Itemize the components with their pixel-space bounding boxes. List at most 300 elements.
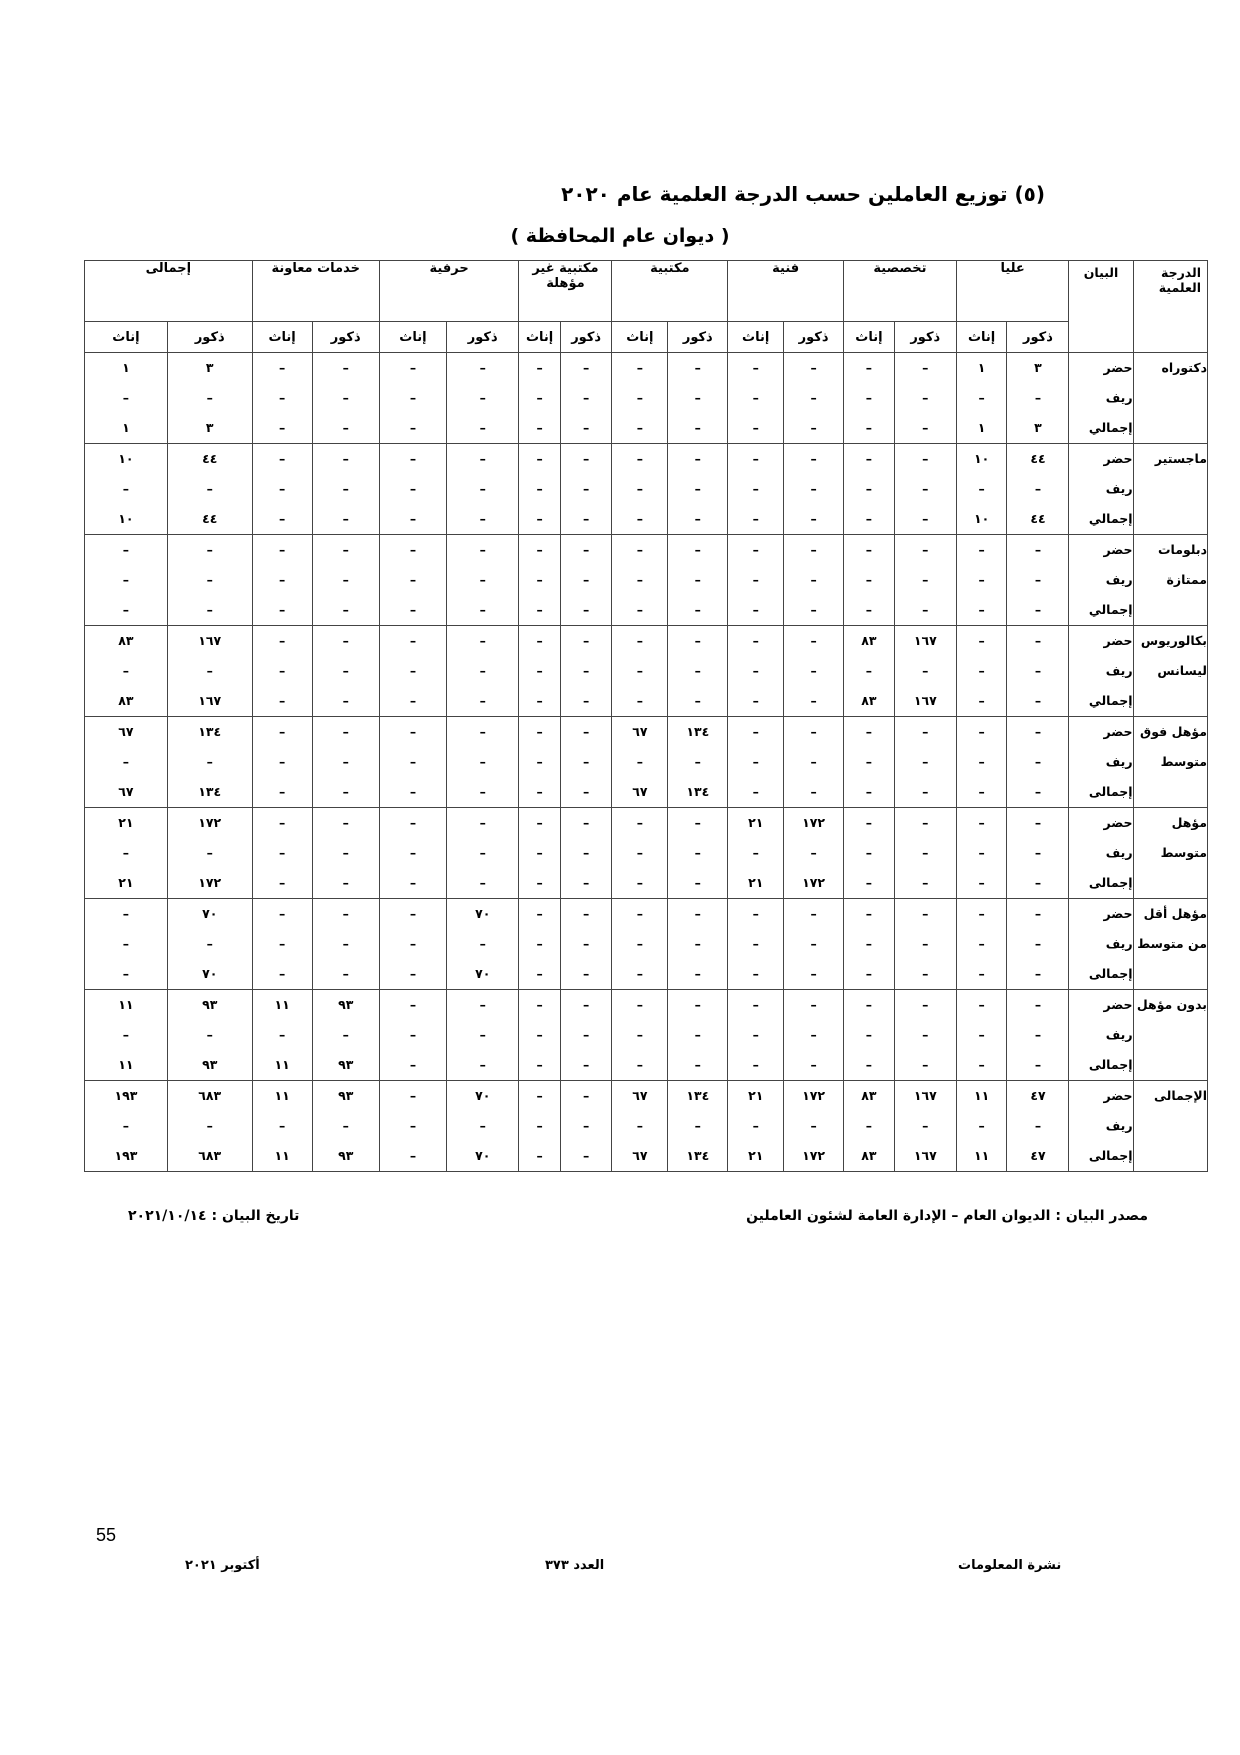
item-label: ريف: [1105, 572, 1133, 587]
cell-value: –: [206, 936, 213, 951]
cell-value: –: [479, 754, 486, 769]
cell-value: –: [636, 875, 644, 890]
item-labels: [1069, 626, 1133, 717]
value-cell: [519, 353, 560, 444]
value-cell: [560, 444, 612, 535]
value-cell: [668, 990, 728, 1081]
publication-name: نشرة المعلومات: [958, 1558, 1062, 1573]
cell-value: –: [583, 451, 590, 466]
data-source: مصدر البيان : الديوان العام – الإدارة العامة لشئون العاملين: [746, 1208, 1148, 1224]
value-cell: [956, 444, 1007, 535]
value-cell: [844, 990, 895, 1081]
cell-value: –: [409, 815, 417, 830]
cell-value: –: [810, 511, 817, 526]
cell-value: –: [279, 1027, 286, 1042]
cell-value: –: [409, 845, 417, 860]
value-cell: [85, 808, 168, 899]
cell-value: –: [342, 966, 349, 981]
cell-value: –: [752, 966, 759, 981]
value-cell: [956, 1081, 1007, 1172]
value-cell: [784, 1081, 844, 1172]
cell-value: ١١: [118, 997, 134, 1012]
item-label: حضر: [1103, 633, 1133, 648]
cell-value: ٤٧: [1030, 1148, 1046, 1163]
value-cell: [167, 717, 252, 808]
cell-value: –: [409, 1027, 417, 1042]
item-label: ريف: [1105, 663, 1133, 678]
cell-value: ١: [122, 420, 130, 435]
cell-value: –: [922, 542, 929, 557]
cell-value: –: [978, 602, 985, 617]
cell-value: ٦٧: [632, 784, 648, 799]
cell-value: –: [583, 633, 590, 648]
cell-value: –: [752, 390, 759, 405]
cell-value: –: [122, 966, 130, 981]
cell-value: –: [865, 663, 873, 678]
cell-value: –: [479, 1118, 486, 1133]
value-cell: [844, 444, 895, 535]
value-cell: [447, 353, 519, 444]
cell-value: –: [810, 1057, 817, 1072]
cell-value: –: [122, 906, 130, 921]
cell-value: –: [865, 602, 873, 617]
cell-value: ٧٠: [475, 966, 491, 981]
cell-value: –: [536, 815, 543, 830]
cell-value: –: [922, 875, 929, 890]
cell-value: –: [583, 754, 590, 769]
cell-value: –: [752, 936, 759, 951]
cell-value: ٩٣: [338, 1088, 354, 1103]
cell-value: –: [279, 875, 286, 890]
cell-value: –: [1034, 906, 1042, 921]
cell-value: –: [978, 875, 985, 890]
value-cell: [784, 899, 844, 990]
cell-value: –: [279, 966, 286, 981]
cell-value: –: [279, 724, 286, 739]
cell-value: ١٠: [973, 451, 990, 466]
cell-value: –: [922, 906, 929, 921]
cell-value: –: [409, 633, 417, 648]
cell-value: –: [342, 542, 349, 557]
cell-value: –: [978, 542, 985, 557]
cell-value: ٩٣: [202, 997, 218, 1012]
value-cell: [379, 899, 446, 990]
cell-value: –: [810, 390, 817, 405]
value-cell: [1007, 717, 1069, 808]
cell-value: –: [279, 1118, 286, 1133]
cell-value: ١٦٧: [913, 1148, 937, 1163]
cell-value: –: [279, 602, 286, 617]
cell-value: –: [694, 481, 701, 496]
cell-value: –: [922, 420, 929, 435]
item-label: حضر: [1103, 906, 1133, 921]
cell-value: –: [206, 572, 213, 587]
cell-value: –: [1034, 693, 1042, 708]
header-female: إناث: [612, 322, 668, 353]
cell-value: –: [810, 906, 817, 921]
value-cell: [167, 535, 252, 626]
cell-value: –: [752, 784, 759, 799]
cell-value: –: [409, 390, 417, 405]
cell-value: –: [536, 875, 543, 890]
header-group: خدمات معاونة: [252, 261, 379, 322]
value-cell: [844, 899, 895, 990]
cell-value: ٨٣: [861, 693, 877, 708]
cell-value: –: [694, 815, 701, 830]
cell-value: –: [122, 845, 130, 860]
header-male: ذكور: [1007, 322, 1069, 353]
value-cell: [312, 1081, 379, 1172]
value-cell: [1007, 1081, 1069, 1172]
cell-value: ١١: [274, 997, 290, 1012]
cell-value: –: [409, 906, 417, 921]
cell-value: –: [122, 572, 130, 587]
cell-value: ١٣٤: [686, 1148, 710, 1163]
value-cell: [612, 353, 668, 444]
cell-value: –: [122, 663, 130, 678]
value-cell: [1007, 808, 1069, 899]
value-cell: [560, 1081, 612, 1172]
value-cell: [894, 444, 956, 535]
cell-value: –: [479, 936, 486, 951]
cell-value: –: [279, 572, 286, 587]
cell-value: –: [694, 663, 701, 678]
value-cell: [1007, 990, 1069, 1081]
cell-value: –: [810, 481, 817, 496]
value-cell: [85, 353, 168, 444]
cell-value: –: [479, 1027, 486, 1042]
value-cell: [519, 535, 560, 626]
data-date: تاريخ البيان : ٢٠٢١/١٠/١٤: [128, 1208, 300, 1224]
value-cell: [519, 626, 560, 717]
cell-value: ٨٣: [861, 1088, 877, 1103]
value-cell: [894, 535, 956, 626]
value-cell: [784, 717, 844, 808]
header-female: إناث: [956, 322, 1007, 353]
value-cell: [312, 444, 379, 535]
item-labels: [1069, 717, 1133, 808]
value-cell: [447, 717, 519, 808]
cell-value: ١٠: [118, 451, 134, 466]
cell-value: ١٩٣: [114, 1088, 138, 1103]
item-label: ريف: [1105, 390, 1133, 405]
header-female: إناث: [728, 322, 784, 353]
page-number: 55: [96, 1525, 117, 1545]
value-cell: [85, 444, 168, 535]
cell-value: –: [536, 1027, 543, 1042]
cell-value: –: [810, 936, 817, 951]
cell-value: ٧٠: [475, 906, 491, 921]
cell-value: –: [694, 1027, 701, 1042]
degree-label: مؤهل فوق متوسط: [1133, 717, 1207, 808]
value-cell: [668, 535, 728, 626]
item-label: حضر: [1103, 542, 1133, 557]
distribution-table: [84, 260, 1208, 1172]
item-label: إجمالي: [1088, 602, 1133, 617]
cell-value: –: [1034, 602, 1042, 617]
cell-value: –: [536, 845, 543, 860]
cell-value: –: [694, 1057, 701, 1072]
cell-value: –: [752, 724, 759, 739]
cell-value: –: [583, 572, 590, 587]
cell-value: –: [536, 1057, 543, 1072]
cell-value: –: [922, 754, 929, 769]
cell-value: ١١: [274, 1148, 290, 1163]
cell-value: ٨٣: [118, 693, 134, 708]
cell-value: ٢١: [118, 815, 134, 830]
header-group: مكتبية غير مؤهلة: [519, 261, 612, 322]
cell-value: –: [122, 602, 130, 617]
cell-value: ٣: [205, 420, 214, 435]
cell-value: –: [409, 451, 417, 466]
cell-value: –: [978, 481, 985, 496]
value-cell: [956, 717, 1007, 808]
cell-value: –: [810, 724, 817, 739]
cell-value: –: [479, 724, 486, 739]
cell-value: –: [479, 451, 486, 466]
value-cell: [252, 626, 312, 717]
item-label: حضر: [1103, 451, 1133, 466]
cell-value: –: [279, 360, 286, 375]
item-label: ريف: [1105, 754, 1133, 769]
cell-value: –: [810, 784, 817, 799]
cell-value: –: [865, 360, 873, 375]
cell-value: –: [922, 1057, 929, 1072]
cell-value: ١٠: [973, 511, 990, 526]
cell-value: ٤٧: [1030, 1088, 1046, 1103]
cell-value: –: [342, 724, 349, 739]
cell-value: –: [865, 997, 873, 1012]
value-cell: [1007, 626, 1069, 717]
cell-value: –: [1034, 845, 1042, 860]
cell-value: –: [636, 693, 644, 708]
cell-value: –: [1034, 724, 1042, 739]
cell-value: –: [536, 602, 543, 617]
cell-value: ١٦٧: [913, 693, 937, 708]
cell-value: –: [479, 1057, 486, 1072]
value-cell: [312, 626, 379, 717]
value-cell: [728, 717, 784, 808]
cell-value: –: [978, 390, 985, 405]
cell-value: ١١: [274, 1088, 290, 1103]
cell-value: –: [583, 906, 590, 921]
cell-value: ٤٤: [202, 511, 218, 526]
cell-value: –: [536, 724, 543, 739]
cell-value: –: [865, 572, 873, 587]
cell-value: –: [810, 845, 817, 860]
issue-month: أكتوبر ٢٠٢١: [185, 1558, 260, 1573]
cell-value: ٦٧: [118, 724, 134, 739]
cell-value: –: [978, 1057, 985, 1072]
cell-value: –: [479, 542, 486, 557]
cell-value: –: [409, 784, 417, 799]
cell-value: ١: [977, 360, 986, 375]
cell-value: –: [122, 754, 130, 769]
value-cell: [560, 990, 612, 1081]
cell-value: –: [479, 693, 486, 708]
header-female: إناث: [519, 322, 560, 353]
cell-value: –: [694, 936, 701, 951]
cell-value: –: [1034, 784, 1042, 799]
value-cell: [379, 535, 446, 626]
cell-value: –: [865, 390, 873, 405]
cell-value: –: [636, 997, 644, 1012]
cell-value: –: [752, 693, 759, 708]
value-cell: [844, 717, 895, 808]
cell-value: –: [978, 693, 985, 708]
value-cell: [379, 990, 446, 1081]
cell-value: –: [1034, 542, 1042, 557]
cell-value: –: [922, 1027, 929, 1042]
cell-value: –: [583, 724, 590, 739]
cell-value: ٦٧: [632, 1148, 648, 1163]
cell-value: –: [922, 724, 929, 739]
cell-value: –: [479, 875, 486, 890]
cell-value: ٦٨٣: [198, 1148, 222, 1163]
item-label: ريف: [1105, 1118, 1133, 1133]
cell-value: ٧٠: [202, 906, 218, 921]
cell-value: –: [978, 997, 985, 1012]
header-female: إناث: [379, 322, 446, 353]
cell-value: –: [536, 663, 543, 678]
cell-value: –: [752, 754, 759, 769]
cell-value: –: [206, 845, 213, 860]
cell-value: ٧٠: [475, 1088, 491, 1103]
value-cell: [312, 808, 379, 899]
cell-value: –: [636, 663, 644, 678]
cell-value: –: [865, 542, 873, 557]
value-cell: [894, 626, 956, 717]
cell-value: –: [865, 936, 873, 951]
cell-value: –: [810, 1118, 817, 1133]
cell-value: –: [583, 542, 590, 557]
cell-value: –: [810, 602, 817, 617]
cell-value: –: [752, 511, 759, 526]
cell-value: –: [479, 784, 486, 799]
cell-value: –: [636, 754, 644, 769]
cell-value: –: [409, 1057, 417, 1072]
degree-label: مؤهل أقل من متوسط: [1133, 899, 1207, 990]
cell-value: –: [1034, 1057, 1042, 1072]
cell-value: –: [536, 936, 543, 951]
cell-value: –: [1034, 633, 1042, 648]
cell-value: –: [1034, 663, 1042, 678]
cell-value: –: [636, 1027, 644, 1042]
cell-value: –: [409, 602, 417, 617]
cell-value: –: [342, 481, 349, 496]
cell-value: ٧٠: [202, 966, 218, 981]
cell-value: –: [409, 693, 417, 708]
value-cell: [668, 899, 728, 990]
value-cell: [519, 899, 560, 990]
cell-value: –: [810, 572, 817, 587]
cell-value: –: [583, 875, 590, 890]
value-cell: [447, 535, 519, 626]
cell-value: –: [479, 633, 486, 648]
cell-value: –: [694, 875, 701, 890]
cell-value: –: [122, 542, 130, 557]
item-label: حضر: [1103, 815, 1133, 830]
cell-value: –: [752, 360, 759, 375]
cell-value: –: [810, 663, 817, 678]
cell-value: ٢١: [748, 1088, 764, 1103]
cell-value: –: [694, 906, 701, 921]
cell-value: ٢١: [748, 815, 764, 830]
cell-value: –: [865, 875, 873, 890]
cell-value: –: [978, 966, 985, 981]
cell-value: –: [636, 906, 644, 921]
cell-value: –: [342, 390, 349, 405]
cell-value: –: [583, 511, 590, 526]
value-cell: [167, 353, 252, 444]
cell-value: –: [865, 784, 873, 799]
cell-value: –: [865, 420, 873, 435]
value-cell: [519, 1081, 560, 1172]
cell-value: –: [479, 602, 486, 617]
value-cell: [312, 717, 379, 808]
cell-value: ١٧٢: [198, 815, 222, 830]
degree-label: دكتوراه: [1133, 353, 1207, 444]
cell-value: –: [122, 1118, 130, 1133]
value-cell: [519, 990, 560, 1081]
value-cell: [728, 535, 784, 626]
header-male: ذكور: [784, 322, 844, 353]
cell-value: –: [810, 420, 817, 435]
cell-value: ١٣٤: [686, 1088, 710, 1103]
cell-value: –: [1034, 815, 1042, 830]
cell-value: –: [409, 724, 417, 739]
header-group: تخصصية: [844, 261, 957, 322]
item-label: ريف: [1105, 845, 1133, 860]
value-cell: [167, 808, 252, 899]
value-cell: [668, 1081, 728, 1172]
cell-value: –: [1034, 966, 1042, 981]
cell-value: –: [536, 1088, 543, 1103]
degree-label: مؤهل متوسط: [1133, 808, 1207, 899]
cell-value: ٣: [1034, 420, 1042, 435]
value-cell: [1007, 535, 1069, 626]
cell-value: –: [922, 663, 929, 678]
cell-value: –: [694, 451, 701, 466]
value-cell: [956, 808, 1007, 899]
cell-value: –: [1034, 572, 1042, 587]
cell-value: ١٣٤: [198, 784, 222, 799]
value-cell: [894, 717, 956, 808]
value-cell: [519, 717, 560, 808]
cell-value: –: [479, 360, 486, 375]
cell-value: –: [279, 693, 286, 708]
value-cell: [728, 353, 784, 444]
value-cell: [560, 899, 612, 990]
cell-value: –: [479, 420, 486, 435]
cell-value: –: [583, 784, 590, 799]
cell-value: –: [279, 784, 286, 799]
cell-value: –: [752, 1057, 759, 1072]
cell-value: ٩٣: [202, 1057, 218, 1072]
cell-value: ١٣٤: [686, 784, 710, 799]
cell-value: ١٦٧: [913, 633, 937, 648]
value-cell: [1007, 899, 1069, 990]
value-cell: [252, 444, 312, 535]
value-cell: [844, 535, 895, 626]
value-cell: [612, 626, 668, 717]
cell-value: –: [409, 997, 417, 1012]
value-cell: [379, 353, 446, 444]
value-cell: [560, 717, 612, 808]
cell-value: –: [810, 1027, 817, 1042]
degree-label: دبلومات ممتازة: [1133, 535, 1207, 626]
value-cell: [447, 990, 519, 1081]
